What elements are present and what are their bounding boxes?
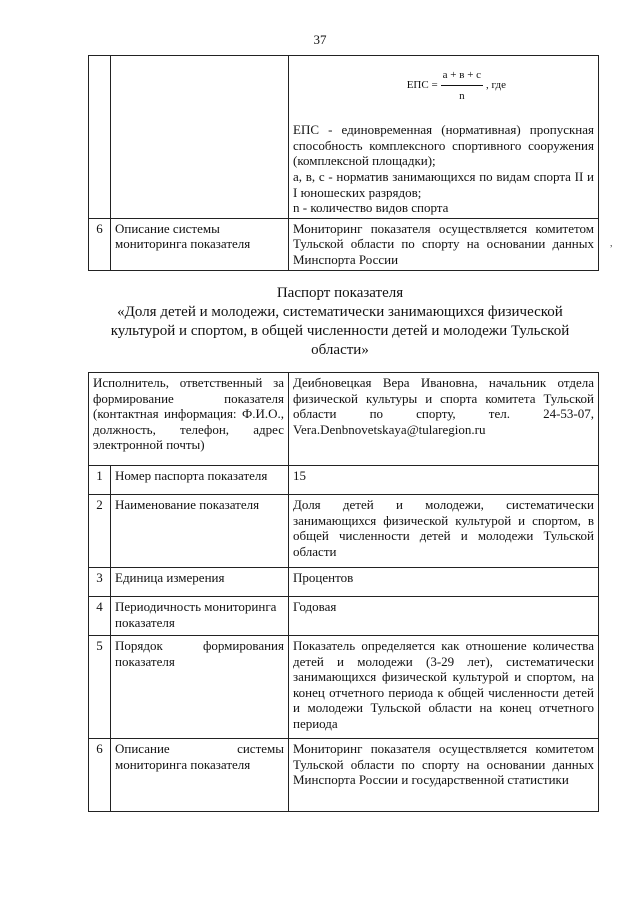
formula-lhs: ЕПС = [406,79,438,92]
table-row [89,218,599,270]
passport-title: Паспорт показателя [276,285,404,301]
formula-numerator: a + в + c [441,68,483,86]
page-number: 37 [313,32,327,47]
scan-mark: , [610,238,613,249]
table-row [89,739,599,812]
row-value: 15 [289,466,599,495]
row-number: 1 [89,466,111,495]
passport-heading [100,284,580,360]
empty-label-cell [111,56,289,219]
row-label: Порядок формирования показателя [111,636,289,739]
row-number: 2 [89,495,111,568]
indicator-title: «Доля детей и молодежи, систематически занимающихся физической культурой и спортом, в общей численности детей и молодежи Тульской области» [110,304,570,358]
row-label: Наименование показателя [111,495,289,568]
formula-row [89,56,599,219]
table-row [89,466,599,495]
row-number: 6 [89,218,111,270]
formula [293,58,594,108]
row-value: Процентов [289,568,599,597]
table-row [89,597,599,636]
passport-table [88,372,599,812]
row-label: Периодичность мониторинга показателя [111,597,289,636]
row-label: Номер паспорта показателя [111,466,289,495]
formula-suffix: , где [486,79,506,92]
definition-count: n - количество видов спорта [293,200,449,216]
row-label: Единица измерения [111,568,289,597]
row-number: 5 [89,636,111,739]
empty-num-cell [89,56,111,219]
row-label: Описание системы мониторинга показателя [111,218,289,270]
row-value: Мониторинг показателя осуществляется комитетом Тульской области по спорту на основании данных Минспорта России [289,218,599,270]
formula-cell [289,56,599,219]
row-number: 4 [89,597,111,636]
formula-fraction [441,68,483,104]
row-number: 3 [89,568,111,597]
table-row [89,495,599,568]
definition-norms: a, в, c - норматив занимающихся по видам спорта II и I юношеских разрядов; [293,168,594,200]
row-number: 6 [89,739,111,812]
executor-label: Исполнитель, ответственный за формирование показателя (контактная информация: Ф.И.О., должность, телефон, адрес электронной почты) [89,373,289,466]
row-label: Описание системы мониторинга показателя [111,739,289,812]
executor-row [89,373,599,466]
formula-continuation-table [88,55,599,271]
row-value: Годовая [289,597,599,636]
row-value: Доля детей и молодежи, систематически занимающихся физической культурой и спортом, в общей численности детей и молодежи Тульской области [289,495,599,568]
definition-eps: ЕПС - единовременная (нормативная) пропускная способность комплексного спортивного сооружения (комплексной площадки); [293,122,594,169]
table-row [89,568,599,597]
executor-value: Деибновецкая Вера Ивановна, начальник отдела физической культуры и спорта комитета Тульской области по спорту, тел. 24-53-07, Vera.Denbnovetskaya@tularegion.ru [289,373,599,466]
row-value: Показатель определяется как отношение количества детей и молодежи (3-29 лет), систематически занимающихся физической культурой и спортом, на конец отчетного периода к общей численности детей и молодежи Тульской области на конец отчетного периода [289,636,599,739]
row-value: Мониторинг показателя осуществляется комитетом Тульской области по спорту на основании данных Минспорта России и государственной статистики [289,739,599,812]
formula-denominator: n [459,89,465,102]
table-row [89,636,599,739]
